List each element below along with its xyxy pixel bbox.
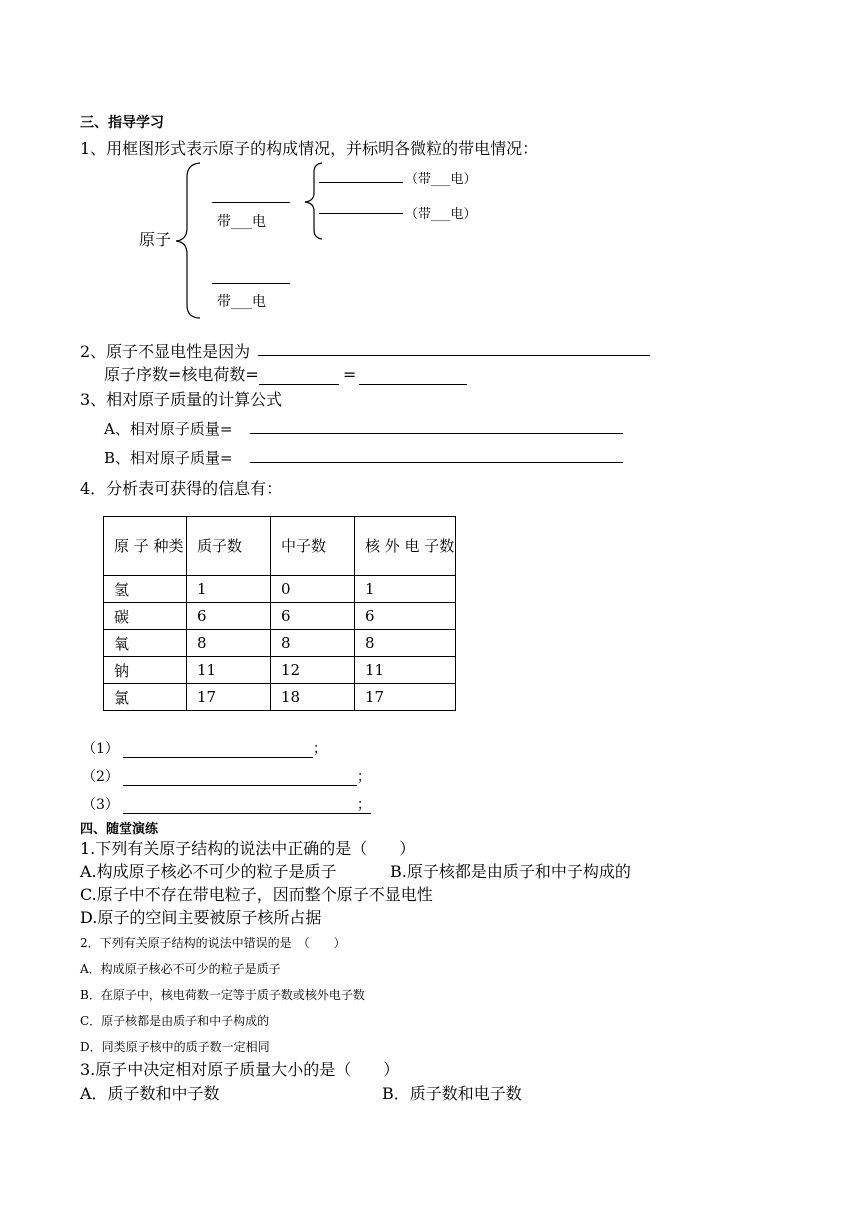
formula-b-line[interactable] — [250, 462, 623, 463]
table-row — [104, 657, 456, 684]
header-protons: 质子数 — [187, 517, 271, 576]
proton-charge-blank: （带___电） — [405, 172, 477, 187]
section-4-title: 四、随堂演练 — [80, 822, 159, 837]
answer-3-end: ； — [356, 797, 371, 813]
practice-question-2: 2．下列有关原子结构的说法中错误的是 （ ） — [80, 936, 346, 950]
section-3-title: 三、指导学习 — [80, 115, 164, 131]
question-2-answer-line[interactable] — [258, 355, 650, 356]
cell-electrons: 8 — [355, 630, 456, 657]
cell-electrons: 1 — [355, 576, 456, 603]
electron-blank[interactable] — [212, 283, 290, 284]
practice-q3-option-b: B．质子数和电子数 — [382, 1084, 522, 1103]
formula-b-label: B、相对原子质量= — [104, 449, 233, 467]
header-neutrons: 中子数 — [271, 517, 355, 576]
cell-element: 氧 — [104, 630, 187, 657]
atom-table — [103, 516, 456, 711]
table-row — [104, 576, 456, 603]
answer-2-line[interactable] — [123, 771, 357, 786]
practice-q2-option-d: D．同类原子核中的质子数一定相同 — [80, 1040, 270, 1054]
practice-q1-option-b: B.原子核都是由质子和中子构成的 — [390, 862, 631, 881]
answer-3-label: （3） — [82, 797, 119, 813]
cell-element: 碳 — [104, 603, 187, 630]
nucleus-blank[interactable] — [212, 202, 290, 203]
cell-neutrons: 18 — [271, 684, 355, 711]
practice-q1-option-a: A.构成原子核必不可少的粒子是质子 — [80, 862, 337, 881]
cell-neutrons: 6 — [271, 603, 355, 630]
cell-protons: 17 — [187, 684, 271, 711]
atom-structure-brackets — [0, 0, 860, 330]
question-1-prompt: 1、用框图形式表示原子的构成情况，并标明各微粒的带电情况： — [80, 139, 539, 158]
practice-q1-option-d: D.原子的空间主要被原子核所占据 — [80, 908, 322, 927]
electron-charge-blank: 带___电 — [217, 294, 266, 310]
practice-q3-option-a: A．质子数和中子数 — [80, 1084, 220, 1103]
formula-a-label: A、相对原子质量= — [104, 420, 233, 438]
cell-element: 氯 — [104, 684, 187, 711]
cell-element: 氢 — [104, 576, 187, 603]
practice-q2-option-c: C．原子核都是由质子和中子构成的 — [80, 1014, 270, 1028]
answer-2-end: ； — [356, 769, 371, 785]
cell-neutrons: 0 — [271, 576, 355, 603]
neutron-charge-blank: （带___电） — [405, 207, 477, 222]
cell-protons: 6 — [187, 603, 271, 630]
cell-electrons: 11 — [355, 657, 456, 684]
proton-blank[interactable] — [319, 182, 403, 183]
answer-2-label: （2） — [82, 769, 119, 785]
header-atom-type: 原 子 种类 — [104, 517, 187, 576]
nucleus-charge-blank: 带___电 — [217, 214, 266, 230]
question-2-line-2 — [104, 362, 467, 385]
cell-protons: 11 — [187, 657, 271, 684]
cell-electrons: 17 — [355, 684, 456, 711]
cell-protons: 1 — [187, 576, 271, 603]
atomic-number-blank-2[interactable] — [359, 370, 467, 385]
answer-2 — [82, 766, 371, 786]
question-4-prompt: 4．分析表可获得的信息有： — [80, 479, 283, 498]
cell-neutrons: 12 — [271, 657, 355, 684]
table-row — [104, 630, 456, 657]
table-row — [104, 603, 456, 630]
question-3-prompt: 3、相对原子质量的计算公式 — [80, 390, 283, 409]
atomic-number-equation: 原子序数=核电荷数= — [104, 365, 259, 384]
cell-element: 钠 — [104, 657, 187, 684]
answer-3 — [82, 794, 371, 814]
header-electrons: 核 外 电 子数 — [355, 517, 456, 576]
equals-sign: = — [342, 365, 357, 384]
answer-3-line[interactable] — [123, 799, 357, 814]
practice-question-3: 3.原子中决定相对原子质量大小的是（ ） — [80, 1060, 400, 1079]
cell-protons: 8 — [187, 630, 271, 657]
practice-q2-option-b: B．在原子中，核电荷数一定等于质子数或核外电子数 — [80, 988, 365, 1002]
table-header-row — [104, 517, 456, 576]
table-row — [104, 684, 456, 711]
answer-1-end: ； — [312, 741, 327, 757]
practice-q2-option-a: A．构成原子核必不可少的粒子是质子 — [80, 962, 281, 976]
cell-neutrons: 8 — [271, 630, 355, 657]
practice-question-1: 1.下列有关原子结构的说法中正确的是（ ） — [80, 839, 416, 858]
formula-a-line[interactable] — [250, 433, 623, 434]
atomic-number-blank-1[interactable] — [259, 370, 339, 385]
cell-electrons: 6 — [355, 603, 456, 630]
answer-1-label: （1） — [82, 741, 119, 757]
practice-q1-option-c: C.原子中不存在带电粒子，因而整个原子不显电性 — [80, 885, 433, 904]
neutron-blank[interactable] — [319, 213, 403, 214]
answer-1 — [82, 738, 327, 758]
question-2-prompt: 2、原子不显电性是因为 — [80, 342, 251, 361]
atom-label: 原子 — [139, 230, 172, 249]
answer-1-line[interactable] — [123, 743, 313, 758]
